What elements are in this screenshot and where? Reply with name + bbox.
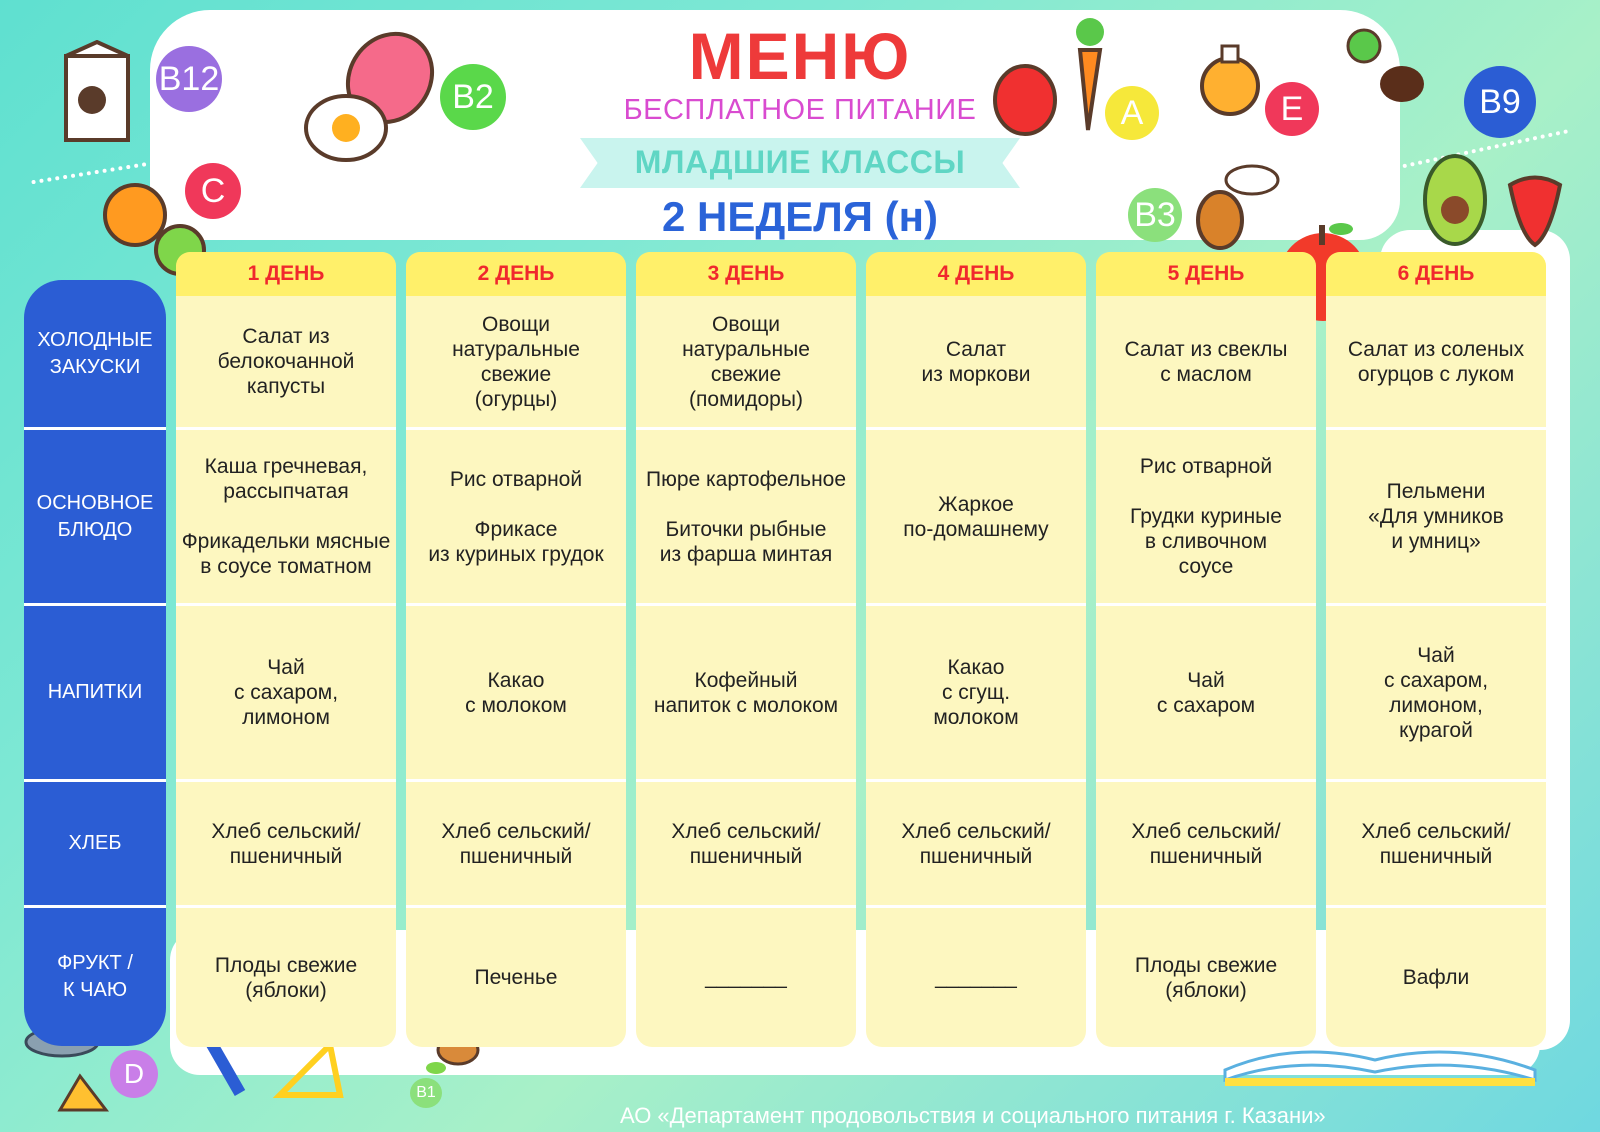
menu-cell-main-course: Рис отварной Грудки куриные в сливочном соусе (1096, 430, 1316, 606)
day-column (406, 252, 626, 1047)
menu-cell-bread: Хлеб сельский/ пшеничный (1096, 782, 1316, 908)
menu-cell-fruit: _______ (705, 966, 787, 989)
menu-cell-cold-snack: Овощи натуральные свежие (помидоры) (636, 296, 856, 430)
vitamin-label: B2 (452, 77, 494, 116)
vitamin-label: B1 (416, 1084, 436, 1101)
vitamin-label: C (200, 171, 226, 210)
vitamin-label: D (123, 1058, 145, 1089)
menu-cell-main-course: Жаркое по-домашнему (866, 430, 1086, 606)
vitamin-label: B3 (1134, 195, 1176, 234)
category-main-course: ОСНОВНОЕ БЛЮДО (24, 430, 166, 606)
footer-organization: АО «Департамент продовольствия и социального питания г. Казани» (620, 1103, 1326, 1128)
menu-cell-bread: Хлеб сельский/ пшеничный (866, 782, 1086, 908)
vitamin-label: A (1120, 93, 1144, 132)
menu-cell-bread: Хлеб сельский/ пшеничный (176, 782, 396, 908)
menu-cell-fruit: Вафли (1402, 966, 1470, 989)
menu-cell-bread: Хлеб сельский/ пшеничный (636, 782, 856, 908)
vitamin-label: B9 (1479, 82, 1521, 121)
week-label: 2 НЕДЕЛЯ (н) (662, 193, 938, 240)
vitamin-b1-badge (410, 1078, 442, 1108)
category-fruit: ФРУКТ / К ЧАЮ (57, 952, 133, 1001)
menu-cell-main-course: Пюре картофельное Биточки рыбные из фарша минтая (636, 430, 856, 606)
page-title: МЕНЮ (688, 19, 912, 93)
menu-cell-cold-snack: Салат из белокочанной капусты (176, 296, 396, 430)
day-header: 5 ДЕНЬ (1096, 252, 1316, 296)
menu-cell-cold-snack: Салат из соленых огурцов с луком (1326, 296, 1546, 430)
vitamin-label: B5 (1315, 18, 1339, 39)
day-column (866, 252, 1086, 1047)
day-header: 2 ДЕНЬ (406, 252, 626, 296)
menu-cell-main-course: Пельмени «Для умников и умниц» (1326, 430, 1546, 606)
menu-cell-drink: Чай с сахаром, лимоном, курагой (1326, 606, 1546, 782)
menu-cell-drink: Чай с сахаром, лимоном (176, 606, 396, 782)
menu-cell-bread: Хлеб сельский/ пшеничный (1326, 782, 1546, 908)
day-header: 1 ДЕНЬ (176, 252, 396, 296)
menu-cell-bread: Хлеб сельский/ пшеничный (406, 782, 626, 908)
menu-cell-drink: Какао с молоком (406, 606, 626, 782)
menu-cell-drink: Кофейный напиток с молоком (636, 606, 856, 782)
vitamin-label: B12 (158, 59, 220, 98)
menu-cell-main-course: Каша гречневая, рассыпчатая Фрикадельки мясные в соусе томатном (176, 430, 396, 606)
day-column (176, 252, 396, 1047)
day-column (1326, 252, 1546, 1047)
category-bread: ХЛЕБ (24, 782, 166, 908)
menu-cell-drink: Чай с сахаром (1096, 606, 1316, 782)
menu-cell-cold-snack: Салат из моркови (866, 296, 1086, 430)
menu-cell-main-course: Рис отварной Фрикасе из куриных грудок (406, 430, 626, 606)
category-column (24, 280, 166, 1046)
day-column (1096, 252, 1316, 1047)
menu-cell-drink: Какао с сгущ. молоком (866, 606, 1086, 782)
day-header: 4 ДЕНЬ (866, 252, 1086, 296)
day-header: 6 ДЕНЬ (1326, 252, 1546, 296)
menu-cell-fruit: _______ (935, 966, 1017, 989)
category-drinks: НАПИТКИ (24, 606, 166, 782)
day-header: 3 ДЕНЬ (636, 252, 856, 296)
vitamin-d-badge (110, 1050, 158, 1098)
menu-cell-cold-snack: Овощи натуральные свежие (огурцы) (406, 296, 626, 430)
page-subtitle: БЕСПЛАТНОЕ ПИТАНИЕ (623, 94, 977, 126)
category-cold-snacks: ХОЛОДНЫЕ ЗАКУСКИ (24, 280, 166, 430)
menu-cell-cold-snack: Салат из свеклы с маслом (1096, 296, 1316, 430)
day-column (636, 252, 856, 1047)
menu-cell-fruit: Плоды свежие (яблоки) (1134, 953, 1278, 1002)
menu-cell-fruit: Плоды свежие (яблоки) (214, 953, 358, 1002)
menu-cell-fruit: Печенье (474, 966, 558, 989)
group-label: МЛАДШИЕ КЛАССЫ (634, 144, 966, 180)
vitamin-label: E (1280, 89, 1304, 128)
